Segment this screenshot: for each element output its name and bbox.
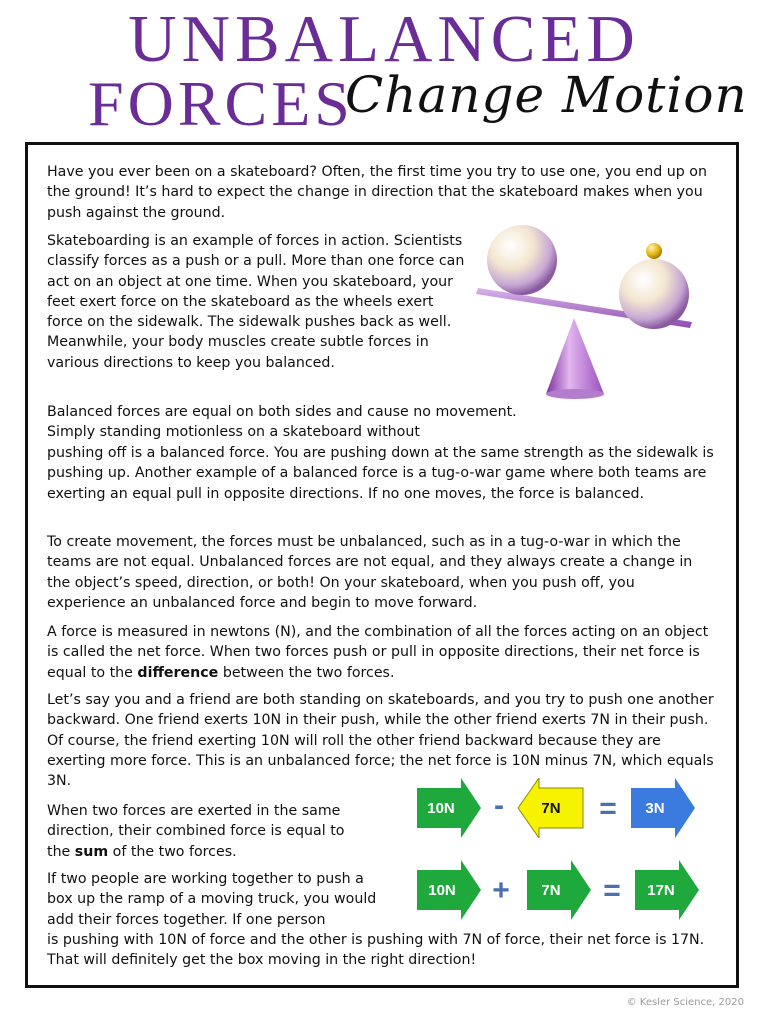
same-direction-text-2: of the two forces. <box>108 843 237 860</box>
title-script: Change Motion <box>345 66 748 124</box>
paragraph-unbalanced <box>47 532 717 613</box>
left-ball <box>487 225 557 295</box>
equals-sign-2: = <box>603 874 621 907</box>
paragraph-unbalanced-text: To create movement, the forces must be unbalanced, such as in a tug-o-war in which the teams are not equal. Unbalanced forces are not equal, and they always create a change in the object’s speed, direction, or both! On your skateboard, when you push off, you experience an unbalanced force and begin to move forward. <box>47 534 693 611</box>
arrow-10n-sum-label: 10N <box>428 882 456 899</box>
title-line-2: FORCES <box>88 68 354 139</box>
paragraph-example: Let’s say you and a friend are both standing on skateboards, and you try to push one another backward. One friend exerts 10N in their push, while the other friend exerts 7N in their push. Of course, the friend exerting 10N will roll the other friend backward because they are exerting more force. This is an unbalanced force; the net force is 10N minus 7N, which equals 3N. <box>47 692 714 790</box>
arrow-17n-label: 17N <box>647 882 675 899</box>
paragraph-truck: is pushing with 10N of force and the other is pushing with 7N of force, their net force is 17N. That will definitely get the box moving in the right direction! <box>47 932 705 969</box>
minus-sign: - <box>494 789 504 822</box>
paragraph-same-direction <box>47 801 365 862</box>
equation-difference <box>415 778 705 838</box>
arrow-10n-label: 10N <box>427 800 455 817</box>
seesaw-cone <box>546 318 604 394</box>
arrow-3n-label: 3N <box>645 800 665 817</box>
difference-bold: difference <box>137 664 219 681</box>
paragraph-truck-intro: If two people are working together to push a box up the ramp of a moving truck, you would add their forces together. If one person <box>47 871 377 928</box>
same-direction-text-1: When two forces are exerted in the same direction, their combined force is equal to the <box>47 803 345 860</box>
plus-sign: + <box>492 874 510 907</box>
sum-bold: sum <box>74 843 109 860</box>
paragraph-balanced-intro: Balanced forces are equal on both sides and cause no movement. Simply standing motionless on a skateboard without <box>47 404 517 441</box>
newtons-text-1: A force is measured in newtons (N), and the combination of all the forces acting on an object is called the net force. When two forces push or pull in opposite directions, their net force is equal to the <box>47 624 709 681</box>
arrow-7n-sum-label: 7N <box>541 882 561 899</box>
right-ball <box>619 259 689 329</box>
equals-sign-1: = <box>599 792 617 825</box>
title-line-1: UNBALANCED <box>128 2 640 76</box>
paragraph-intro: Have you ever been on a skateboard? Often, the first time you try to use one, you end up on the ground! It’s hard to expect the change in direction that the skateboard makes when you push against the ground. <box>47 164 707 221</box>
paragraph-newtons <box>47 622 717 683</box>
arrow-7n-label: 7N <box>541 800 561 817</box>
cone-base <box>546 389 604 399</box>
seesaw-illustration <box>470 222 720 402</box>
paragraph-skateboarding: Skateboarding is an example of forces in action. Scientists classify forces as a push or a pull. More than one force can act on an object at one time. When you skateboard, your feet exert force on the skateboard as the wheels exert force on the sidewalk. The sidewalk pushes back as well. Meanwhile, your body muscles create subtle forces in various directions to keep you balanced. <box>47 233 465 371</box>
newtons-text-2: between the two forces. <box>218 664 395 681</box>
paragraph-balanced: pushing off is a balanced force. You are pushing down at the same strength as the sidewalk is pushing up. Another example of a balanced force is a tug-o-war game where both teams are exerting an equal pull in opposite directions. If no one moves, the force is balanced. <box>47 445 714 502</box>
equation-sum <box>415 860 705 920</box>
small-gold-ball <box>646 243 662 259</box>
copyright: © Kesler Science, 2020 <box>626 997 744 1008</box>
